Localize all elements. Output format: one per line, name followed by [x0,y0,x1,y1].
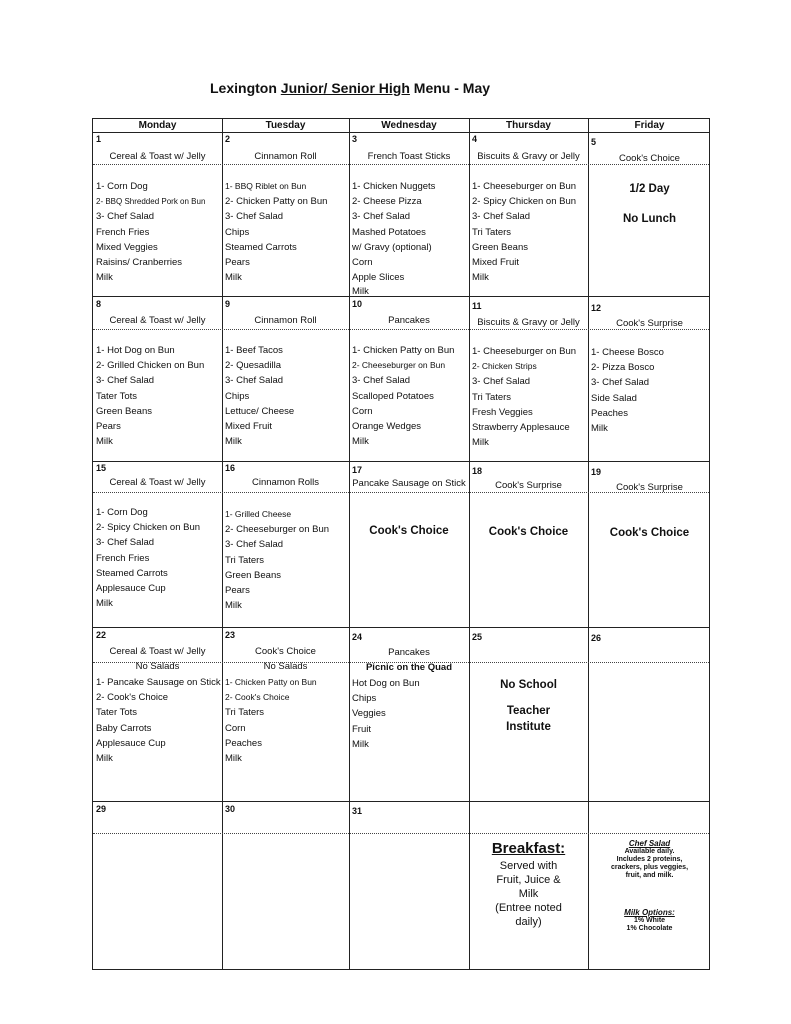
menu-item: Milk [225,753,242,765]
menu-item: Milk [225,600,242,612]
day-header-monday: Monday [138,120,177,131]
date-number: 8 [96,299,102,309]
breakfast-entree: Cook's Choice [255,646,316,657]
menu-item: 2- Spicy Chicken on Bun [472,196,577,208]
menu-item: Tri Taters [472,226,512,238]
menu-item: Lettuce/ Cheese [225,405,295,417]
no-school-notice [469,677,588,735]
menu-item: Fresh Veggies [472,406,533,418]
menu-item: French Fries [96,226,150,238]
cooks-choice-notice: Cook's Choice [609,527,690,539]
menu-item: Tri Taters [225,554,265,566]
menu-item: 3- Chef Salad [591,377,650,389]
lunch-menu-list [96,179,205,285]
lunch-menu-list [96,343,204,449]
menu-item: Mashed Potatoes [352,226,426,238]
date-number: 11 [472,301,482,311]
breakfast-entree: Cereal & Toast w/ Jelly [109,315,206,326]
date-number: 5 [591,137,597,147]
breakfast-entree: Pancakes [388,647,430,658]
date-number: 17 [352,465,363,475]
breakfast-entree: Pancakes [388,315,430,326]
menu-item: 3- Chef Salad [352,211,411,223]
menu-item: 1- Pancake Sausage on Stick [96,677,221,688]
menu-item: 3- Chef Salad [225,539,284,551]
date-number: 10 [352,299,363,309]
menu-item: Green Beans [472,241,528,253]
breakfast-entree: Cereal & Toast w/ Jelly [109,151,206,162]
menu-item: Raisins/ Cranberries [96,257,183,269]
menu-item: Mixed Fruit [225,421,272,433]
menu-item: 3- Chef Salad [472,211,531,223]
note-line: 1% Chocolate [626,925,673,932]
notice-line: No School [500,679,557,691]
menu-item: w/ Gravy (optional) [352,241,432,253]
menu-item: Orange Wedges [352,421,422,433]
date-number: 19 [591,467,602,477]
date-number: 29 [96,804,107,814]
menu-item: 1- Chicken Patty on Bun [352,345,455,356]
note-line: Fruit, Juice & [496,874,561,886]
menu-item: Scalloped Potatoes [352,390,434,402]
milk-options-heading: Milk Options: [624,908,675,917]
note-line: Milk [518,888,539,900]
breakfast-entree: French Toast Sticks [367,151,451,162]
menu-item: Pears [225,585,250,597]
menu-item: Green Beans [225,569,281,581]
menu-item: Chips [352,693,377,705]
menu-item: 3- Chef Salad [96,537,155,549]
note-line: (Entree noted [495,902,562,914]
menu-item: Milk [96,598,113,610]
menu-item: Tater Tots [96,707,138,719]
note-line: Available daily. [624,848,675,855]
menu-item: Pears [96,421,121,433]
menu-item: 3- Chef Salad [225,375,284,387]
lunch-menu-list [472,344,576,450]
menu-item: Milk [96,753,113,765]
menu-item: 1- Cheese Bosco [591,347,664,358]
breakfast-entree: Cereal & Toast w/ Jelly [109,477,206,488]
menu-item: Baby Carrots [96,722,152,734]
breakfast-heading: Breakfast: [491,840,566,857]
menu-item: 2- Cook's Choice [96,692,169,704]
menu-item: Hot Dog on Bun [352,678,420,689]
chef-salad-note [588,840,711,880]
menu-item: 2- Grilled Chicken on Bun [96,360,205,372]
lunch-menu-list [225,507,329,613]
menu-item: 1- Chicken Patty on Bun [225,677,317,687]
note-line: Includes 2 proteins, [616,856,683,863]
notice-line: No Lunch [622,213,677,225]
menu-item: Tri Taters [225,707,265,719]
breakfast-entree: Biscuits & Gravy or Jelly [477,317,580,328]
menu-item: Milk [591,423,608,435]
menu-item: 3- Chef Salad [96,211,155,223]
breakfast-entree: Cereal & Toast w/ Jelly [109,646,206,657]
date-number: 1 [96,134,102,144]
menu-calendar [92,118,710,970]
date-number: 25 [472,632,483,642]
date-number: 16 [225,463,236,473]
menu-item: Steamed Carrots [96,567,168,579]
date-number: 15 [96,463,107,473]
day-header-tuesday: Tuesday [265,120,306,131]
date-number: 18 [472,466,483,476]
menu-item: 2- Cheeseburger on Bun [225,524,330,536]
cooks-choice-notice: Cook's Choice [488,526,569,538]
day-header-friday: Friday [634,120,665,131]
menu-item: Chips [225,390,250,402]
menu-item: 2- Cheese Pizza [352,196,422,208]
date-number: 4 [472,134,478,144]
page-title: Lexington Junior/ Senior High Menu - May [210,80,491,96]
menu-item: Applesauce Cup [96,583,166,595]
menu-item: Corn [352,405,373,417]
menu-item: Apple Slices [352,272,405,284]
menu-item: Milk [352,286,369,298]
breakfast-entree: Biscuits & Gravy or Jelly [477,151,580,162]
notice-line: Institute [506,721,551,733]
breakfast-info-note [469,839,588,929]
lunch-menu-list [225,675,317,766]
breakfast-entree: Pancake Sausage on Stick [352,478,466,489]
breakfast-entree: Cook's Choice [619,153,680,164]
menu-item: Tater Tots [96,390,138,402]
menu-item: Milk [96,272,113,284]
breakfast-entree: Cinnamon Roll [254,151,317,162]
menu-item: Mixed Veggies [96,241,158,253]
chef-salad-heading: Chef Salad [628,839,671,848]
special-note: No Salads [263,661,308,672]
menu-item: 3- Chef Salad [472,376,531,388]
date-number: 2 [225,134,231,144]
menu-item: Chips [225,226,250,238]
breakfast-entree: Cinnamon Roll [254,315,317,326]
half-day-notice [588,181,711,227]
menu-item: 3- Chef Salad [96,375,155,387]
lunch-menu-list [225,179,327,285]
date-number: 26 [591,633,602,643]
special-note: No Salads [135,661,180,672]
menu-item: 3- Chef Salad [352,375,411,387]
menu-item: Side Salad [591,392,637,404]
menu-item: 2- Cook's Choice [225,692,290,703]
menu-item: Corn [352,257,373,269]
notice-line: Teacher [506,705,551,717]
date-number: 12 [591,303,602,313]
menu-item: Milk [352,436,369,448]
menu-item: 2- Cheeseburger on Bun [352,360,446,371]
menu-item: 1- Beef Tacos [225,345,283,356]
menu-item: 1- BBQ Riblet on Bun [225,181,307,191]
menu-item: 1- Corn Dog [96,181,148,192]
notice-line: 1/2 Day [629,183,670,195]
date-number: 9 [225,299,231,309]
menu-item: Green Beans [96,405,152,417]
lunch-menu-list [96,675,221,766]
menu-item: Milk [472,437,489,449]
lunch-menu-list [352,676,420,752]
menu-item: 2- Chicken Strips [472,361,537,372]
menu-item: 2- Quesadilla [225,360,281,372]
lunch-menu-list [352,343,454,449]
special-note: Picnic on the Quad [365,662,453,673]
note-line: 1% White [633,917,666,924]
date-number: 31 [352,806,363,816]
milk-options-note [588,909,711,933]
menu-item: Pears [225,257,250,269]
menu-item: 1- Cheeseburger on Bun [472,346,577,357]
menu-item: Peaches [591,407,628,419]
day-header-thursday: Thursday [505,120,551,131]
date-number: 3 [352,134,358,144]
menu-item: Corn [225,722,246,734]
menu-item: 2- Pizza Bosco [591,362,655,374]
lunch-menu-list [472,179,576,285]
breakfast-entree: Cinnamon Rolls [251,477,320,488]
menu-item: Tri Taters [472,391,512,403]
menu-item: 1- Corn Dog [96,507,148,518]
breakfast-entree: Cook's Surprise [495,480,562,491]
menu-item: Fruit [352,723,371,735]
menu-item: Milk [96,436,113,448]
menu-item: Applesauce Cup [96,737,166,749]
breakfast-entree: Cook's Surprise [616,482,683,493]
note-line: daily) [515,916,542,928]
menu-item: 3- Chef Salad [225,211,284,223]
date-number: 23 [225,630,236,640]
note-line: Served with [499,860,558,872]
menu-item: Peaches [225,737,262,749]
menu-item: Milk [225,436,242,448]
lunch-menu-list [225,343,294,449]
date-number: 24 [352,632,363,642]
date-number: 30 [225,804,236,814]
menu-item: 2- Spicy Chicken on Bun [96,522,201,534]
date-number: 22 [96,630,107,640]
menu-item: Strawberry Applesauce [472,422,570,434]
menu-item: 1- Grilled Cheese [225,509,292,519]
menu-item: Milk [472,272,489,284]
cooks-choice-notice: Cook's Choice [369,525,449,537]
day-header-wednesday: Wednesday [381,120,437,131]
menu-item: Milk [225,272,242,284]
menu-item: 1- Cheeseburger on Bun [472,181,577,192]
menu-item: 2- BBQ Shredded Pork on Bun [96,197,206,207]
menu-item: Veggies [352,708,386,720]
lunch-menu-list [96,505,200,611]
breakfast-entree: Cook's Surprise [616,318,683,329]
note-line: fruit, and milk. [625,872,674,879]
note-line: crackers, plus veggies, [610,864,689,871]
menu-item: 2- Chicken Patty on Bun [225,196,328,208]
menu-item: French Fries [96,552,150,564]
menu-item: Milk [352,738,369,750]
lunch-menu-list [352,179,435,298]
menu-item: 1- Chicken Nuggets [352,181,436,192]
lunch-menu-list [591,345,664,436]
menu-item: Mixed Fruit [472,257,519,269]
menu-item: 1- Hot Dog on Bun [96,345,175,356]
menu-item: Steamed Carrots [225,241,297,253]
